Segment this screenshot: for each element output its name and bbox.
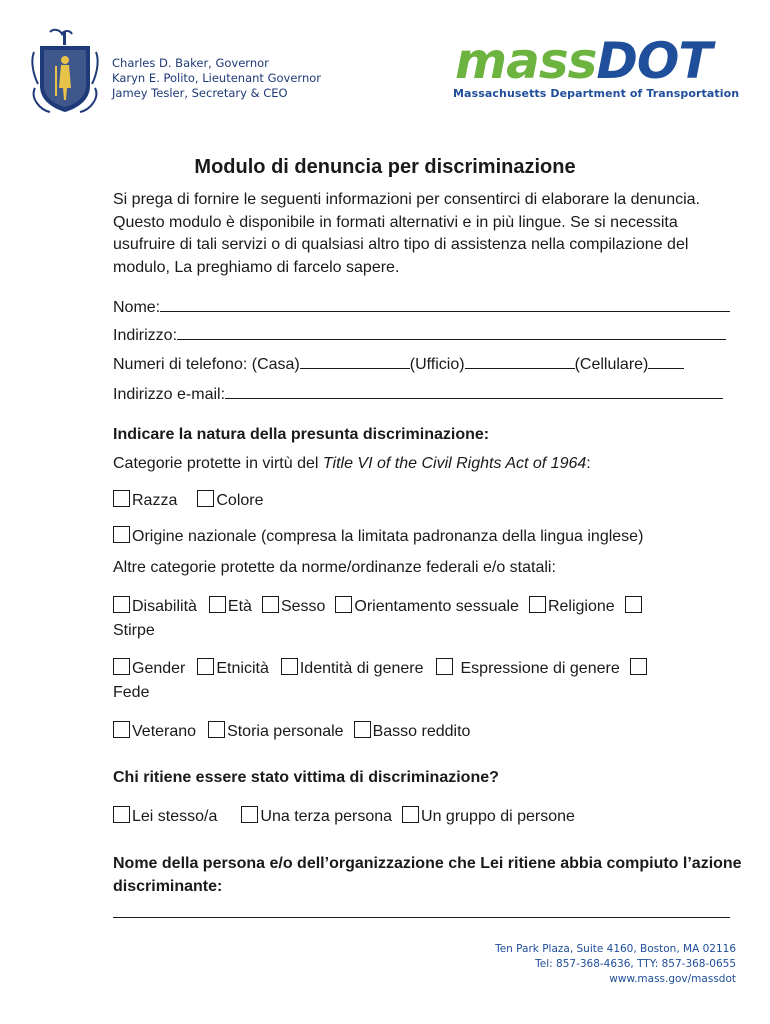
option-disabilita[interactable] <box>113 596 197 616</box>
checkbox[interactable] <box>197 658 214 675</box>
option-espressione-di-genere[interactable] <box>436 658 620 678</box>
option-lei-stesso[interactable] <box>113 806 217 826</box>
title-vi-subheading <box>113 455 591 473</box>
option-label: Espressione di genere <box>460 660 620 677</box>
checkbox[interactable] <box>113 721 130 738</box>
address-label: Indirizzo: <box>113 327 178 344</box>
address-field-row <box>113 323 726 345</box>
official-lieutenant-governor: Karyn E. Polito, Lieutenant Governor <box>112 71 321 85</box>
title-vi-options <box>113 490 264 510</box>
checkbox[interactable] <box>402 806 419 823</box>
checkbox[interactable] <box>113 526 130 543</box>
name-field[interactable] <box>160 295 730 312</box>
option-label: Identità di genere <box>299 660 424 677</box>
checkbox[interactable] <box>113 806 130 823</box>
option-gruppo-di-persone[interactable] <box>402 806 575 826</box>
massdot-wordmark <box>455 32 712 90</box>
option-terza-persona[interactable] <box>241 806 392 826</box>
phone-home-field[interactable] <box>300 352 410 369</box>
checkbox[interactable] <box>281 658 298 675</box>
respondent-name-field[interactable] <box>113 917 730 918</box>
massdot-logo <box>453 32 740 104</box>
title-vi-reference: Title VI of the Civil Rights Act of 1964 <box>322 455 587 472</box>
victim-heading: Chi ritiene essere stato vittima di discriminazione? <box>113 769 499 786</box>
footer-phones: Tel: 857-368-4636, TTY: 857-368-0655 <box>535 958 736 970</box>
option-label: Etnicità <box>216 660 269 677</box>
email-field[interactable] <box>225 382 723 399</box>
logo-dot: DOT <box>596 32 712 90</box>
option-religione[interactable] <box>529 596 615 616</box>
respondent-heading: Nome della persona e/o dell’organizzazione che Lei ritiene abbia compiuto l’azione discriminante: <box>113 855 742 895</box>
checkbox[interactable] <box>335 596 352 613</box>
checkbox[interactable] <box>262 596 279 613</box>
option-sesso[interactable] <box>262 596 325 616</box>
phone-mobile-field[interactable] <box>648 352 684 369</box>
option-label: Un gruppo di persone <box>421 808 575 825</box>
option-fede-checkbox[interactable] <box>630 658 649 678</box>
phone-mobile-label: (Cellulare) <box>574 356 649 373</box>
official-secretary: Jamey Tesler, Secretary & CEO <box>112 86 288 100</box>
footer-website[interactable]: www.mass.gov/massdot <box>609 973 736 985</box>
name-field-row <box>113 295 730 317</box>
option-razza[interactable] <box>113 490 177 510</box>
option-label: Basso reddito <box>372 723 471 740</box>
option-identita-di-genere[interactable] <box>281 658 424 678</box>
option-label: Origine nazionale (compresa la limitata padronanza della lingua inglese) <box>132 528 644 545</box>
option-label: Razza <box>132 492 178 509</box>
option-colore[interactable] <box>197 490 263 510</box>
subheading-prefix: Categorie protette in virtù del <box>113 455 323 472</box>
option-origine-nazionale[interactable] <box>113 526 643 546</box>
email-field-row <box>113 382 723 404</box>
intro-paragraph: Si prega di fornire le seguenti informazioni per consentirci di elaborare la denuncia. Questo modulo è disponibile in formati alternativi e in più lingue. Se si necessita usufruire di tali servizi o di qualsiasi altro tipo di assistenza nella compilazione del modulo, La preghiamo di farcelo sapere. <box>113 191 700 276</box>
option-fede-label: Fede <box>113 684 150 701</box>
option-label: Lei stesso/a <box>132 808 218 825</box>
checkbox[interactable] <box>209 596 226 613</box>
checkbox[interactable] <box>197 490 214 507</box>
option-label: Una terza persona <box>260 808 393 825</box>
option-basso-reddito[interactable] <box>354 721 471 741</box>
other-categories-heading: Altre categorie protette da norme/ordinanze federali e/o statali: <box>113 559 556 576</box>
checkbox[interactable] <box>113 490 130 507</box>
checkbox[interactable] <box>529 596 546 613</box>
phone-office-label: (Ufficio) <box>409 356 465 373</box>
option-label: Storia personale <box>227 723 344 740</box>
phone-home-label: Numeri di telefono: (Casa) <box>113 356 300 373</box>
logo-subtitle: Massachusetts Department of Transportation <box>453 87 740 100</box>
option-label: Disabilità <box>132 598 197 615</box>
checkbox[interactable] <box>436 658 453 675</box>
other-categories-row-1 <box>113 596 644 616</box>
victim-options <box>113 806 575 826</box>
option-label: Veterano <box>132 723 197 740</box>
checkbox[interactable] <box>630 658 647 675</box>
option-label: Età <box>227 598 252 615</box>
option-storia-personale[interactable] <box>208 721 344 741</box>
other-categories-row-3 <box>113 721 470 741</box>
option-stirpe-label: Stirpe <box>113 622 155 639</box>
option-label: Religione <box>547 598 615 615</box>
footer-address: Ten Park Plaza, Suite 4160, Boston, MA 02116 <box>495 943 736 955</box>
other-categories-row-2 <box>113 658 649 678</box>
checkbox[interactable] <box>625 596 642 613</box>
officials-list <box>112 56 321 101</box>
logo-mass: mass <box>455 32 597 90</box>
email-label: Indirizzo e-mail: <box>113 386 226 403</box>
option-etnicita[interactable] <box>197 658 268 678</box>
phone-field-row <box>113 352 684 374</box>
checkbox[interactable] <box>354 721 371 738</box>
option-orientamento-sessuale[interactable] <box>335 596 519 616</box>
checkbox[interactable] <box>113 658 130 675</box>
option-label: Sesso <box>280 598 326 615</box>
name-label: Nome: <box>113 299 161 316</box>
option-label: Orientamento sessuale <box>354 598 519 615</box>
official-governor: Charles D. Baker, Governor <box>112 56 269 70</box>
option-gender[interactable] <box>113 658 185 678</box>
checkbox[interactable] <box>208 721 225 738</box>
address-field[interactable] <box>177 323 726 340</box>
option-eta[interactable] <box>209 596 252 616</box>
checkbox[interactable] <box>113 596 130 613</box>
footer-contact <box>495 942 736 987</box>
checkbox[interactable] <box>241 806 258 823</box>
option-veterano[interactable] <box>113 721 196 741</box>
option-stirpe-checkbox[interactable] <box>625 596 644 616</box>
massachusetts-state-seal-icon <box>30 28 100 116</box>
phone-office-field[interactable] <box>465 352 575 369</box>
option-label: Gender <box>132 660 186 677</box>
page-title: Modulo di denuncia per discriminazione <box>194 156 576 178</box>
option-label: Colore <box>216 492 264 509</box>
subheading-suffix: : <box>586 455 591 472</box>
nature-heading: Indicare la natura della presunta discriminazione: <box>113 426 490 443</box>
